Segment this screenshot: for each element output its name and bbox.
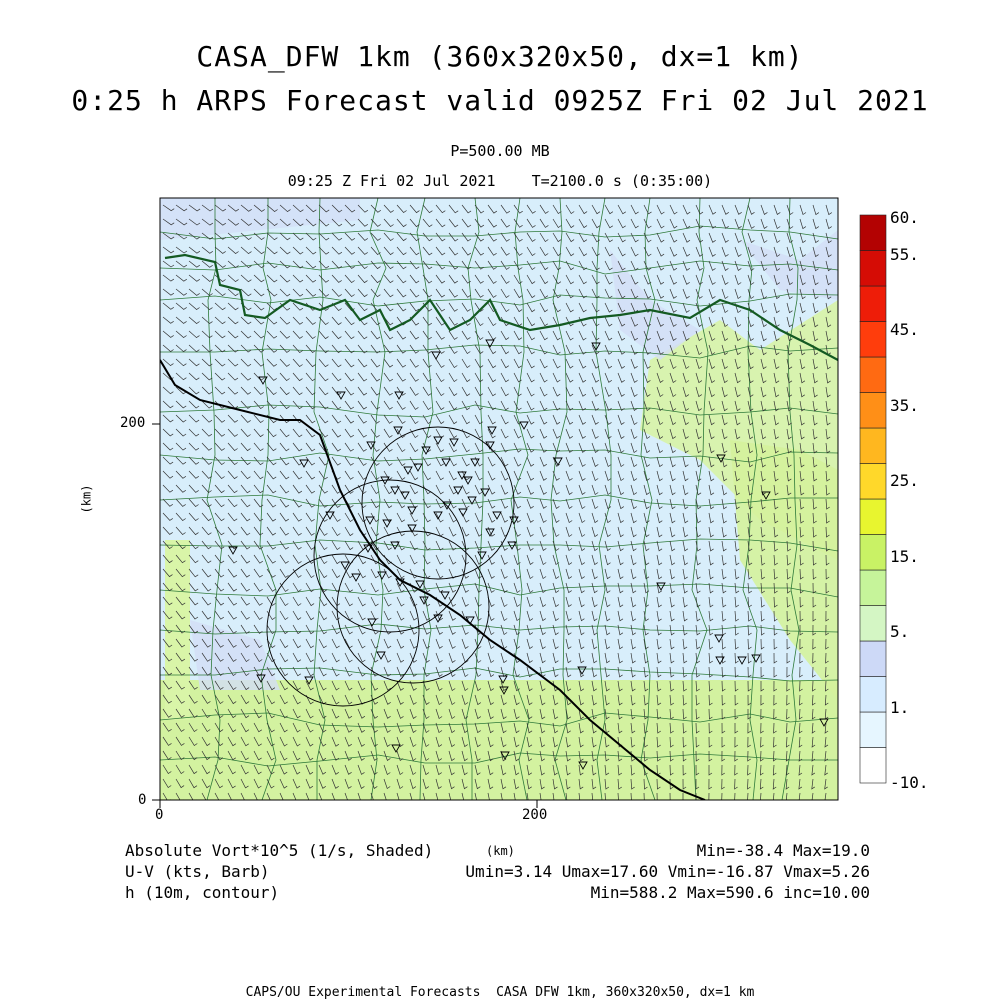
colorbar-swatch (860, 677, 886, 713)
y-tick-0: 0 (138, 792, 147, 808)
colorbar-label: 45. (890, 320, 919, 339)
x-tick-200: 200 (522, 807, 548, 823)
colorbar-swatch (860, 393, 886, 429)
colorbar-label: 15. (890, 547, 919, 566)
pressure-level: P=500.00 MB (450, 142, 550, 160)
colorbar-swatch (860, 641, 886, 677)
colorbar-swatch (860, 712, 886, 748)
colorbar-swatch (860, 251, 886, 287)
colorbar-swatch (860, 286, 886, 322)
vorticity-green-strip-west (165, 540, 190, 720)
colorbar-swatch (860, 748, 886, 784)
legend-height: h (10m, contour) (125, 883, 280, 902)
colorbar-label: 35. (890, 396, 919, 415)
footer-credit: CAPS/OU Experimental Forecasts CASA DFW 1km, 360x320x50, dx=1 km (245, 985, 755, 1000)
stats-wind: Umin=3.14 Umax=17.60 Vmin=-16.87 Vmax=5.26 (465, 862, 870, 881)
colorbar-swatch (860, 357, 886, 393)
colorbar-swatch (860, 322, 886, 358)
colorbar-label: -10. (890, 773, 929, 792)
valid-time: 09:25 Z Fri 02 Jul 2021 T=2100.0 s (0:35:00) (287, 172, 713, 190)
y-axis-label: (km) (79, 484, 94, 514)
colorbar-swatch (860, 570, 886, 606)
colorbar (860, 215, 886, 783)
x-axis-label: (km) (486, 844, 515, 858)
colorbar-swatch (860, 215, 886, 251)
colorbar-label: 25. (890, 471, 919, 490)
colorbar-swatch (860, 499, 886, 535)
y-tick-200: 200 (120, 415, 146, 431)
chart-title: CASA_DFW 1km (360x320x50, dx=1 km) (196, 40, 804, 73)
colorbar-swatch (860, 464, 886, 500)
colorbar-swatch (860, 535, 886, 571)
chart-subtitle: 0:25 h ARPS Forecast valid 0925Z Fri 02 Jul 2021 (71, 84, 929, 117)
colorbar-label: 5. (890, 622, 910, 641)
stats-height: Min=588.2 Max=590.6 inc=10.00 (590, 883, 870, 902)
colorbar-swatch (860, 606, 886, 642)
map-plot-area (160, 198, 838, 803)
colorbar-label: 60. (890, 208, 919, 227)
legend-vorticity: Absolute Vort*10^5 (1/s, Shaded) (125, 841, 434, 860)
stats-vorticity: Min=-38.4 Max=19.0 (696, 841, 870, 860)
legend-wind: U-V (kts, Barb) (125, 862, 270, 881)
colorbar-label: 55. (890, 245, 919, 264)
vorticity-green-band-south (160, 680, 838, 800)
x-tick-0: 0 (155, 807, 164, 823)
colorbar-label: 1. (890, 698, 910, 717)
colorbar-swatch (860, 428, 886, 464)
